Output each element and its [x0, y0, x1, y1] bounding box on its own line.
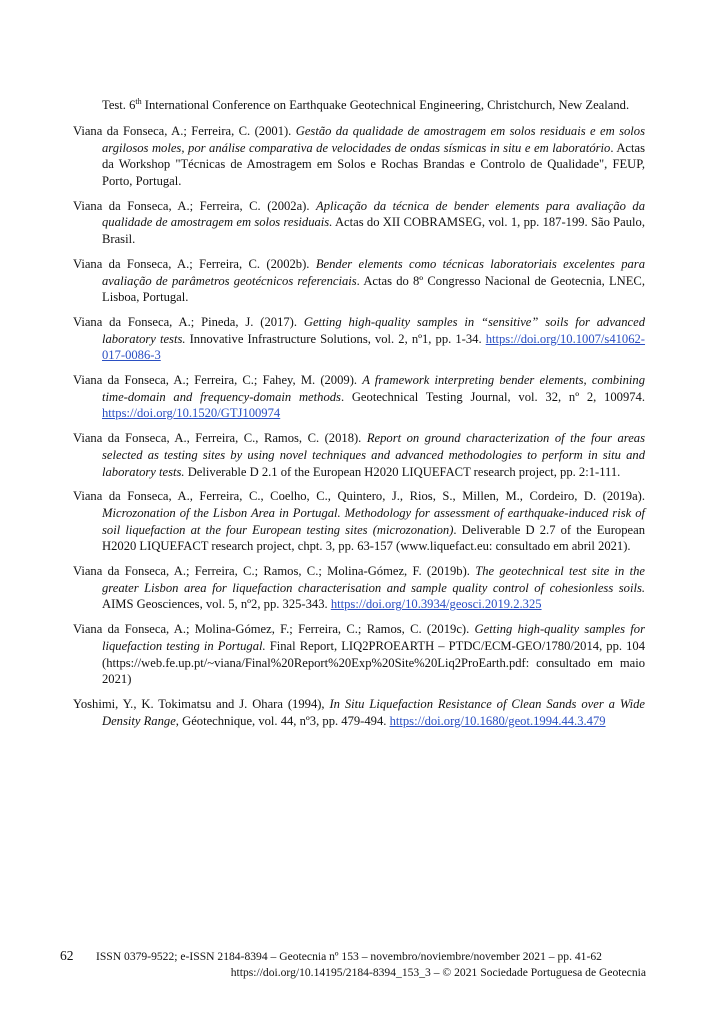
reference-title: A framework interpreting bender elements, combining time-domain and frequency-domain methods	[102, 373, 645, 404]
reference-title: Bender elements como técnicas laboratoriais excelentes para avaliação de parâmetros geotécnicos referenciais	[102, 256, 645, 288]
reference-title: In Situ Liquefaction Resistance of Clean Sands over a Wide Density Range	[102, 696, 645, 728]
reference-text: Viana da Fonseca, A.; Ferreira, C.; Ramos, C.; Molina-Gómez, F. (2019b).	[73, 564, 476, 579]
reference-text: Viana da Fonseca, A.; Ferreira, C. (2001).	[73, 123, 296, 138]
doi-link[interactable]: https://doi.org/10.1007/s41062-017-0086-3	[102, 331, 646, 363]
reference-text: Yoshimi, Y., K. Tokimatsu and J. Ohara (1994),	[73, 696, 330, 711]
reference-title: Getting high-quality samples for liquefaction testing in Portugal.	[102, 622, 645, 653]
reference-text: Viana da Fonseca, A., Ferreira, C., Ramos, C. (2018).	[73, 431, 367, 446]
reference-list	[73, 94, 645, 737]
reference-entry	[73, 314, 645, 364]
reference-entry	[73, 123, 645, 190]
reference-title: Aplicação da técnica de bender elements para avaliação da qualidade de amostragem em solos residuais.	[102, 198, 645, 230]
doi-link[interactable]: https://doi.org/10.3934/geosci.2019.2.325	[330, 597, 542, 612]
reference-text: . Actas do 8º Congresso Nacional de Geotecnia, LNEC, Lisboa, Portugal.	[102, 273, 645, 305]
reference-title: Gestão da qualidade de amostragem em solos residuais e em solos argilosos moles, por análise comparativa de velocidades de ondas sísmicas in situ e em laboratório	[102, 123, 645, 155]
reference-text: Deliverable D 2.1 of the European H2020 LIQUEFACT research project, pp. 2:1-111.	[184, 464, 621, 479]
doi-link[interactable]: https://doi.org/10.1520/GTJ100974	[102, 406, 281, 421]
reference-entry	[73, 696, 645, 729]
reference-entry	[73, 372, 645, 422]
reference-text: . Actas da Workshop "Técnicas de Amostragem em Solos e Rochas Brandas e Controlo de Qualidade", FEUP, Porto, Portugal.	[102, 140, 645, 188]
reference-title: The geotechnical test site in the greater Lisbon area for liquefaction characterisation and sample quality control of cohesionless soils.	[102, 564, 645, 595]
reference-text: Viana da Fonseca, A.; Ferreira, C. (2002a).	[73, 198, 317, 213]
reference-entry	[73, 94, 645, 114]
doi-line: https://doi.org/10.14195/2184-8394_153_3 – © 2021 Sociedade Portuguesa de Geotecnia	[230, 966, 646, 979]
reference-text: Viana da Fonseca, A.; Molina-Gómez, F.; Ferreira, C.; Ramos, C. (2019c).	[73, 622, 475, 637]
reference-title: Report on ground characterization of the four areas selected as testing sites by using novel techniques and advanced methodologies to perform in situ and laboratory tests.	[102, 431, 645, 479]
reference-text: Viana da Fonseca, A.; Ferreira, C. (2002b).	[73, 256, 316, 271]
reference-title: Microzonation of the Lisbon Area in Portugal. Methodology for assessment of earthquake-induced risk of soil liquefaction at the four European testing sites (microzonation)	[102, 505, 645, 537]
reference-text: International Conference on Earthquake Geotechnical Engineering, Christchurch, New Zealand.	[141, 98, 630, 113]
reference-entry	[73, 198, 645, 248]
reference-text: Viana da Fonseca, A., Ferreira, C., Coelho, C., Quintero, J., Rios, S., Millen, M., Cordeiro, D. (2019a).	[73, 489, 645, 504]
reference-entry	[73, 563, 645, 613]
reference-text: AIMS Geosciences, vol. 5, nº2, pp. 325-343.	[102, 597, 331, 612]
issn-line: ISSN 0379-9522; e-ISSN 2184-8394 – Geotecnia nº 153 – novembro/noviembre/november 2021 – pp. 41-62	[96, 950, 602, 963]
reference-text: . Deliverable D 2.7 of the European H2020 LIQUEFACT research project, chpt. 3, pp. 63-157 (www.liquefact.eu: consultado em abril 2021).	[102, 522, 645, 554]
reference-text: Innovative Infrastructure Solutions, vol. 2, nº1, pp. 1-34.	[185, 331, 486, 346]
page-number: 62	[60, 948, 74, 963]
reference-entry	[73, 256, 645, 306]
reference-text: , Géotechnique, vol. 44, nº3, pp. 479-494.	[175, 713, 390, 728]
reference-text: Actas do XII COBRAMSEG, vol. 1, pp. 187-199. São Paulo, Brasil.	[102, 215, 645, 247]
reference-text: . Geotechnical Testing Journal, vol. 32, nº 2, 100974.	[340, 389, 645, 404]
reference-title: Getting high-quality samples in “sensitive” soils for advanced laboratory tests.	[102, 314, 646, 346]
reference-text: Viana da Fonseca, A.; Pineda, J. (2017).	[73, 314, 304, 329]
reference-text: Final Report, LIQ2PROEARTH – PTDC/ECM-GEO/1780/2014, pp. 104 (https://web.fe.up.pt/~viana/Final%20Report%20Exp%20Site%20Liq2ProEarth.pdf: consultado em maio 2021)	[102, 638, 645, 687]
page-footer	[60, 948, 646, 981]
reference-entry	[73, 621, 645, 688]
reference-text: Test. 6	[102, 98, 136, 113]
doi-link[interactable]: https://doi.org/10.1680/geot.1994.44.3.479	[389, 713, 606, 728]
reference-entry	[73, 430, 645, 480]
reference-text: Viana da Fonseca, A.; Ferreira, C.; Fahey, M. (2009).	[73, 373, 363, 388]
superscript: th	[135, 97, 142, 106]
reference-entry	[73, 488, 645, 555]
